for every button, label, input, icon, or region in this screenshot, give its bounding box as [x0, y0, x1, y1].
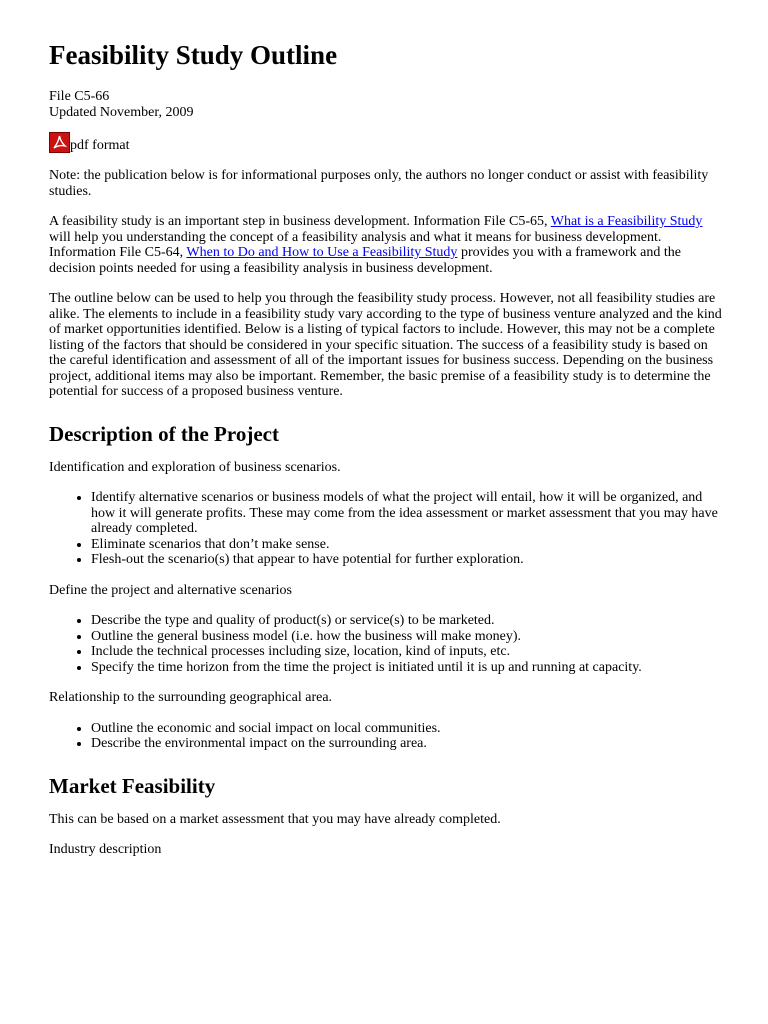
impact-list	[49, 721, 726, 752]
list-item: • Include the technical processes including size, location, kind of inputs, etc.	[91, 644, 726, 660]
list-item: • Specify the time horizon from the time the project is initiated until it is up and running at capacity.	[91, 660, 726, 676]
list-item: • Identify alternative scenarios or business models of what the project will entail, how it will be organized, and how it will generate profits. These may come from the idea assessment or market assessment that you may have already completed.	[91, 490, 726, 537]
section1-geography: Relationship to the surrounding geographical area.	[49, 690, 333, 705]
disclaimer-note: Note: the publication below is for informational purposes only, the authors no longer conduct or assist with feasibility studies.	[49, 168, 709, 199]
what-is-feasibility-study-link[interactable]: What is a Feasibility Study	[550, 214, 703, 229]
section1-define-project: Define the project and alternative scenarios	[49, 582, 292, 598]
pdf-file-icon[interactable]	[49, 132, 70, 153]
list-item: • Describe the environmental impact on the surrounding area.	[91, 736, 726, 752]
industry-description: Industry description	[49, 842, 162, 857]
section-heading-project-description: Description of the Project	[49, 421, 279, 446]
updated-date: Updated November, 2009	[49, 104, 194, 120]
intro-text-3: provides you with a framework and the decision points needed for using a feasibility analysis in business development.	[49, 245, 681, 276]
section1-intro: Identification and exploration of business scenarios.	[49, 459, 341, 475]
page-title: Feasibility Study Outline	[49, 40, 338, 70]
list-item: • Outline the economic and social impact on local communities.	[91, 721, 726, 737]
list-item: • Eliminate scenarios that don’t make sense.	[91, 537, 726, 553]
when-to-do-feasibility-study-link[interactable]: When to Do and How to Use a Feasibility Study	[186, 245, 458, 260]
outline-paragraph: The outline below can be used to help you through the feasibility study process. However, not all feasibility studies are alike. The elements to include in a feasibility study vary according to the type of business venture analyzed and the kind of market opportunities identified. Below is a listing of typical factors to include. However, this may not be a complete listing of the factors that should be considered in your specific situation. The success of a feasibility study is based on the careful identification and assessment of all of the important issues for business success. Depending on the business project, additional items may also be important. Remember, the basic premise of a feasibility study is to determine the potential for success of a proposed business venture.	[49, 291, 722, 399]
section2-intro: This can be based on a market assessment that you may have already completed.	[49, 811, 501, 827]
pdf-download-link[interactable]	[49, 132, 726, 153]
project-definition-list	[49, 613, 726, 675]
section-heading-market-feasibility: Market Feasibility	[49, 773, 216, 798]
list-item: • Describe the type and quality of product(s) or service(s) to be marketed.	[91, 613, 726, 629]
intro-text-2: will help you understanding the concept of a feasibility analysis and what it means for business development. Information File C5-64,	[49, 229, 662, 260]
pdf-format-label[interactable]: pdf format	[70, 137, 130, 153]
intro-text-1: A feasibility study is an important step in business development. Information File C5-65,	[49, 214, 551, 229]
intro-paragraph	[49, 214, 726, 276]
file-id: File C5-66	[49, 89, 110, 104]
list-item: • Flesh-out the scenario(s) that appear to have potential for further exploration.	[91, 552, 726, 568]
scenario-list	[49, 490, 726, 568]
list-item: • Outline the general business model (i.e. how the business will make money).	[91, 629, 726, 645]
